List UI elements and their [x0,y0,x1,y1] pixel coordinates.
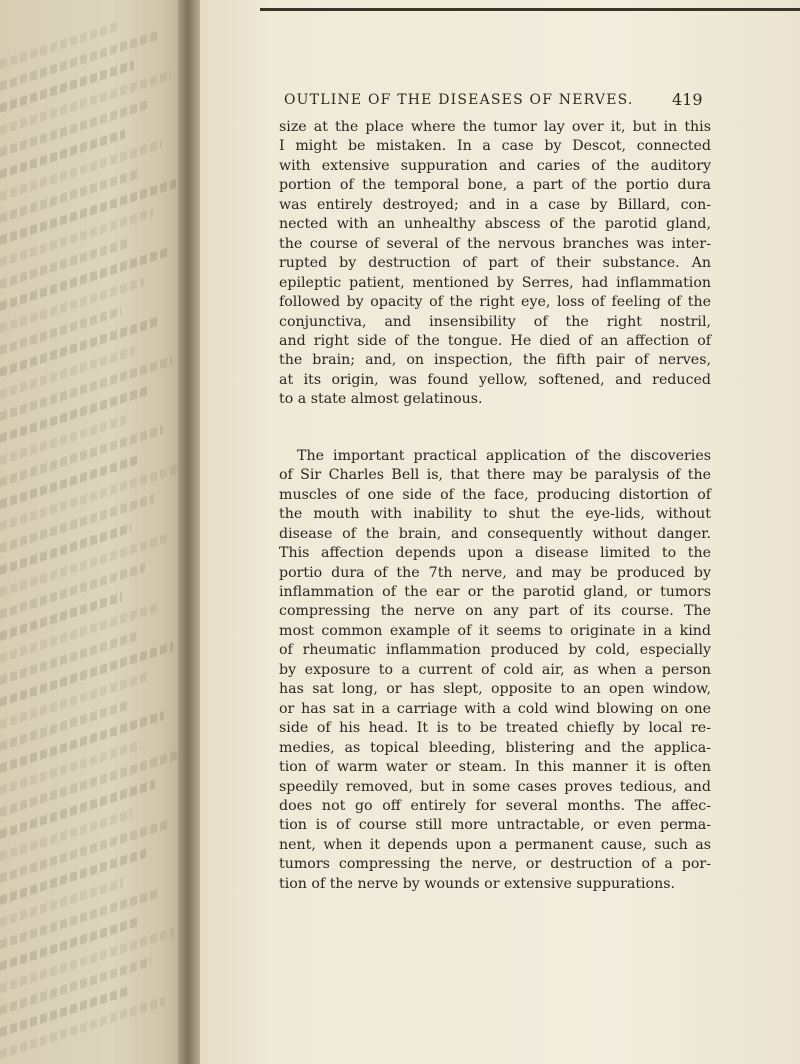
text-line: of Sir Charles Bell is, that there may be paralysis of the [279,467,711,484]
text-line: medies, as topical bleeding, blistering and the applica- [279,739,711,756]
text-line: tumors compressing the nerve, or destruction of a por- [279,856,711,873]
text-line: and right side of the tongue. He died of an affection of [279,332,711,349]
text-line: the brain; and, on inspection, the fifth pair of nerves, [279,352,711,369]
page-number: 419 [672,90,703,109]
text-line: the course of several of the nervous branches was inter- [279,235,711,252]
book-gutter [178,0,200,1064]
text-line: muscles of one side of the face, producing distortion of [279,486,711,503]
book-page [200,0,800,1064]
text-line: disease of the brain, and consequently without danger. [279,525,711,542]
text-line: compressing the nerve on any part of its course. The [279,603,711,620]
text-line: size at the place where the tumor lay over it, but in this [279,119,711,135]
text-line: has sat long, or has slept, opposite to an open window, [279,681,711,698]
body-text [279,118,711,894]
text-line: nected with an unhealthy abscess of the parotid gland, [279,216,711,233]
paragraph-1 [279,118,711,410]
text-line: of rheumatic inflammation produced by cold, especially [279,642,711,659]
text-line: portio dura of the 7th nerve, and may be produced by [279,564,711,581]
text-line: tion of warm water or steam. In this manner it is often [279,759,711,776]
text-line: was entirely destroyed; and in a case by Billard, con- [279,196,711,213]
paragraph-2 [279,447,711,894]
text-line: by exposure to a current of cold air, as when a person [279,661,711,678]
text-line: conjunctiva, and insensibility of the right nostril, [279,313,711,330]
text-line: rupted by destruction of part of their substance. An [279,255,711,272]
top-rule [260,8,800,11]
text-line: side of his head. It is to be treated chiefly by local re- [279,720,711,737]
text-line: speedily removed, but in some cases proves tedious, and [279,778,711,795]
text-line: the mouth with inability to shut the eye-lids, without [279,506,711,523]
text-line: or has sat in a carriage with a cold wind blowing on one [279,700,711,717]
previous-page-bleed [0,0,185,1064]
text-line: at its origin, was found yellow, softened, and reduced [279,371,711,388]
text-line: with extensive suppuration and caries of the auditory [279,157,711,174]
text-line: most common example of it seems to originate in a kind [279,622,711,639]
text-line: tion of the nerve by wounds or extensive suppurations. [279,875,676,892]
text-line: inflammation of the ear or the parotid gland, or tumors [279,583,711,600]
text-line: I might be mistaken. In a case by Descot, connected [279,138,711,155]
text-line: nent, when it depends upon a permanent cause, such as [279,836,711,853]
text-line: to a state almost gelatinous. [279,391,483,408]
text-line: tion is of course still more untractable, or even perma- [279,817,711,834]
text-line: portion of the temporal bone, a part of the portio dura [279,177,711,194]
running-title: OUTLINE OF THE DISEASES OF NERVES. [284,92,634,108]
text-line: followed by opacity of the right eye, loss of feeling of the [279,294,711,311]
running-head [200,92,800,112]
text-line: epileptic patient, mentioned by Serres, had inflammation [279,274,711,291]
text-line: This affection depends upon a disease limited to the [279,545,711,562]
text-line: does not go off entirely for several months. The affec- [279,797,711,814]
text-line: The important practical application of the discoveries [297,447,711,464]
